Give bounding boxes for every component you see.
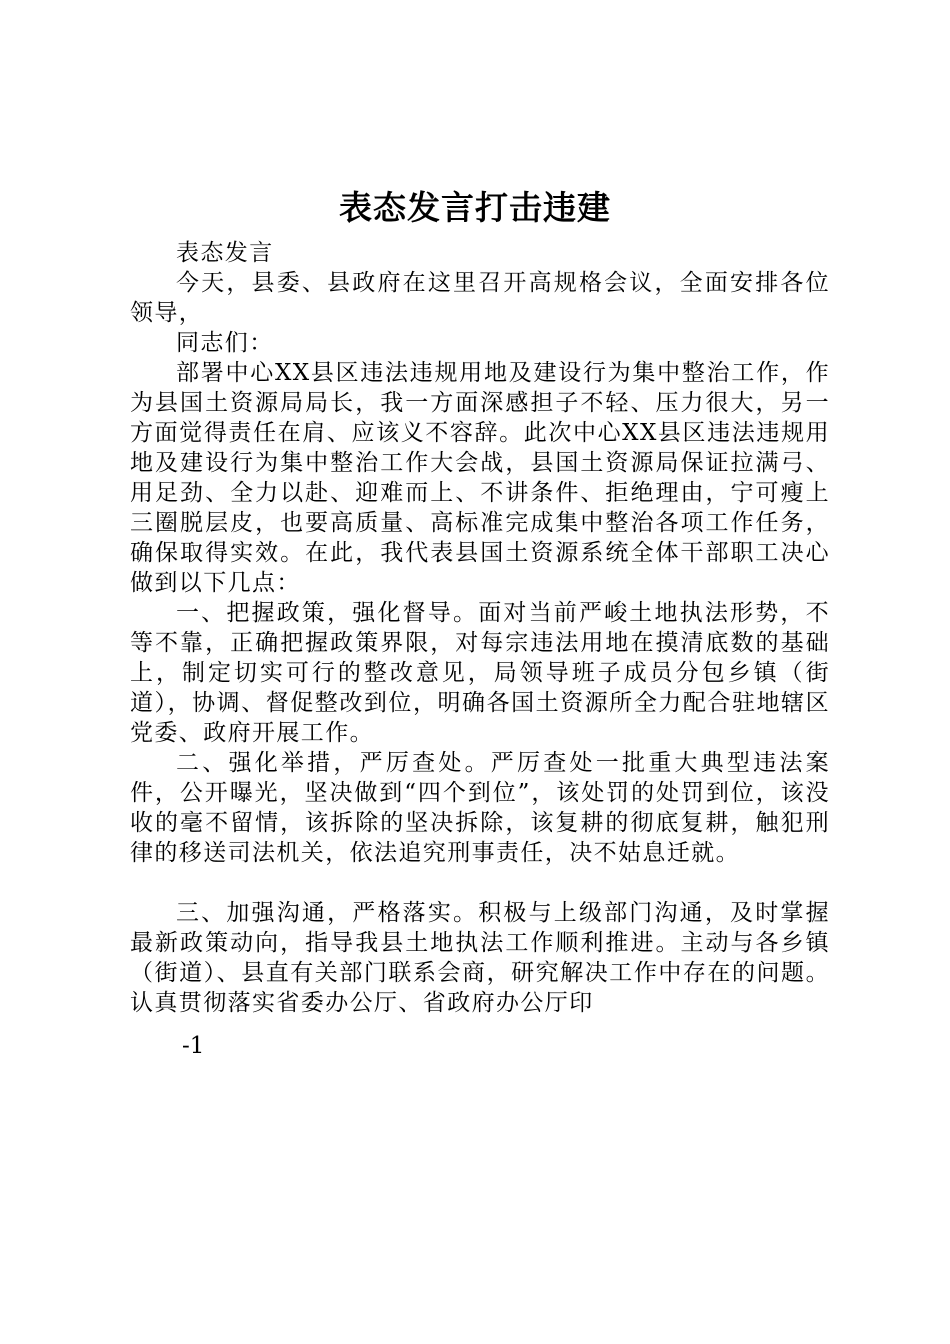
document-title: 表态发言打击违建 (339, 188, 611, 227)
paragraph-point-three: 三、加强沟通，严格落实。积极与上级部门沟通，及时掌握最新政策动向，指导我县土地执法工作顺利推进。主动与各乡镇（街道）、县直有关部门联系会商，研究解决工作中存在的问题。认真贯彻落实省委办公厅、省政府办公厅印 (130, 900, 830, 1016)
document-body (130, 238, 830, 1018)
paragraph-point-two: 二、强化举措，严厉查处。严厉查处一批重大典型违法案件，公开曝光，坚决做到“四个到位”，该处罚的处罚到位，该没收的毫不留情，该拆除的坚决拆除，该复耕的彻底复耕，触犯刑律的移送司法机关，依法追究刑事责任，决不姑息迁就。 (130, 750, 830, 866)
paragraph-heading: 表态发言 (176, 240, 274, 266)
paragraph-deployment: 部署中心XX县区违法违规用地及建设行为集中整治工作，作为县国土资源局局长，我一方面深感担子不轻、压力很大，另一方面觉得责任在肩、应该义不容辞。此次中心XX县区违法违规用地及建设行为集中整治工作大会战，县国土资源局保证拉满弓、用足劲、全力以赴、迎难而上、不讲条件、拒绝理由，宁可瘦上三圈脱层皮，也要高质量、高标准完成集中整治各项工作任务，确保取得实效。在此，我代表县国土资源系统全体干部职工决心做到以下几点： (130, 360, 830, 596)
paragraph-salutation: 同志们： (176, 330, 274, 356)
paragraph-opening: 今天，县委、县政府在这里召开高规格会议，全面安排各位领导， (130, 270, 830, 326)
paragraph-point-one: 一、把握政策，强化督导。面对当前严峻土地执法形势，不等不靠，正确把握政策界限，对每宗违法用地在摸清底数的基础上，制定切实可行的整改意见，局领导班子成员分包乡镇（街道），协调、督促整改到位，明确各国土资源所全力配合驻地辖区党委、政府开展工作。 (130, 600, 830, 746)
page-number: -1 (182, 1033, 205, 1059)
